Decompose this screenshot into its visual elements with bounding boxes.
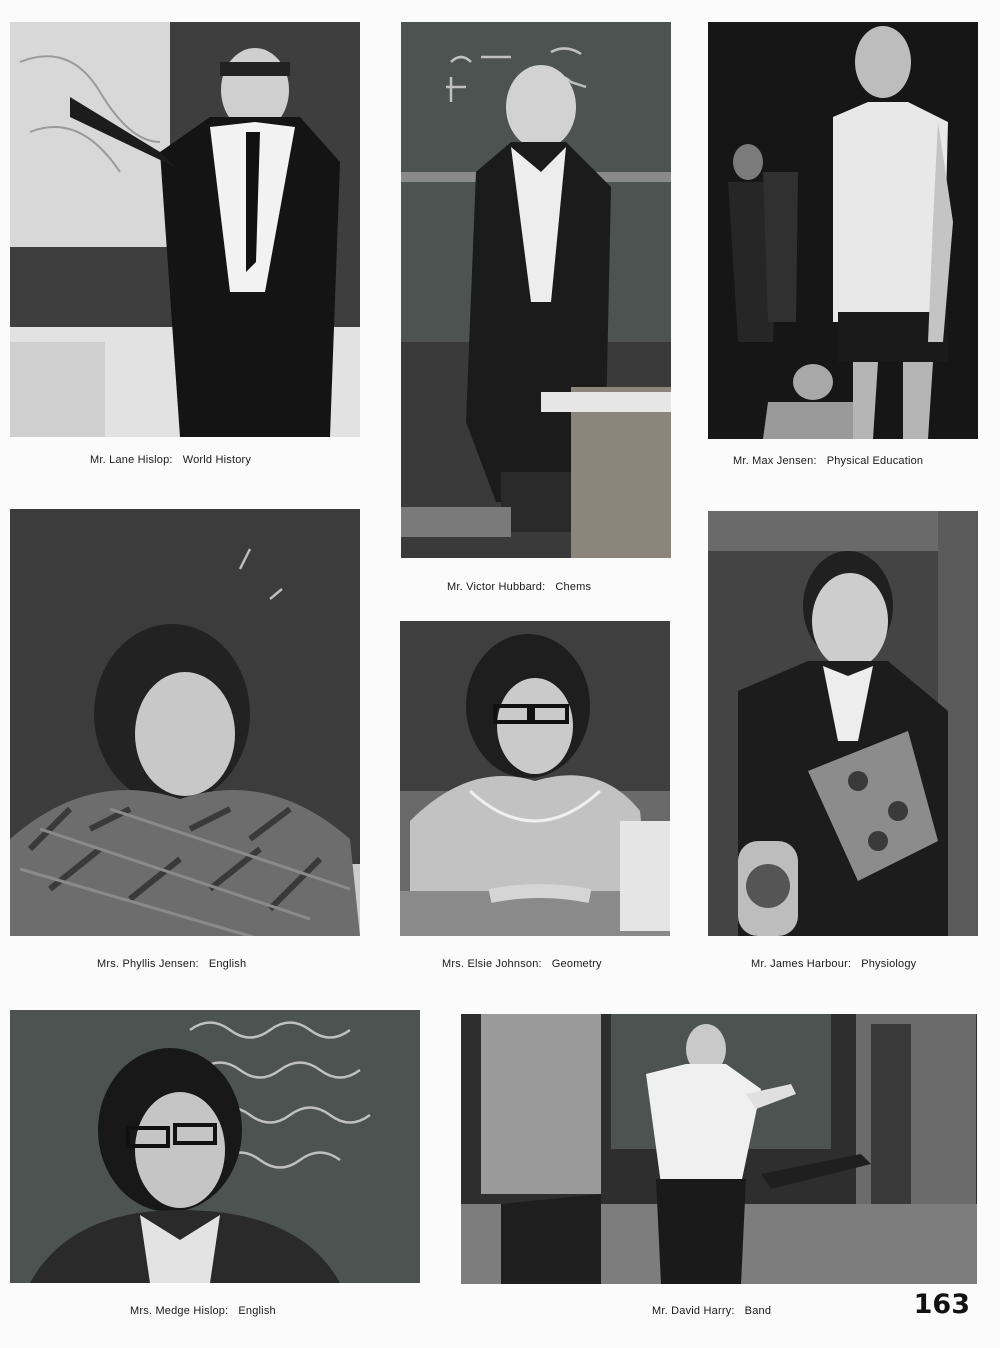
caption-elsie-johnson: [442, 958, 612, 970]
caption-subject: English: [238, 1305, 276, 1317]
caption-david-harry: [652, 1305, 781, 1317]
caption-victor-hubbard: [447, 581, 601, 593]
photo-max-jensen: [708, 22, 978, 439]
caption-name: Mrs. Elsie Johnson:: [442, 958, 542, 970]
photo-james-harbour: [708, 511, 978, 936]
caption-phyllis-jensen: [97, 958, 256, 970]
page-number: 163: [913, 1289, 970, 1320]
caption-subject: English: [208, 958, 247, 970]
caption-subject: Chems: [555, 581, 592, 593]
caption-subject: World History: [182, 454, 252, 466]
caption-james-harbour: [751, 958, 926, 970]
photo-david-harry: [461, 1014, 977, 1284]
caption-max-jensen: [733, 455, 933, 467]
caption-name: Mrs. Phyllis Jensen:: [97, 958, 199, 970]
caption-name: Mr. Victor Hubbard:: [447, 581, 546, 593]
caption-name: Mr. David Harry:: [652, 1305, 735, 1317]
photo-phyllis-jensen: [10, 509, 360, 936]
caption-subject: Band: [744, 1305, 772, 1317]
photo-victor-hubbard: [401, 22, 671, 558]
caption-lane-hislop: [90, 454, 261, 466]
photo-lane-hislop: [10, 22, 360, 437]
caption-medge-hislop: [130, 1305, 286, 1317]
caption-subject: Physical Education: [826, 455, 924, 467]
caption-name: Mr. James Harbour:: [751, 958, 852, 970]
caption-name: Mr. Max Jensen:: [733, 455, 817, 467]
caption-subject: Geometry: [551, 958, 602, 970]
photo-elsie-johnson: [400, 621, 670, 936]
caption-name: Mr. Lane Hislop:: [90, 454, 173, 466]
photo-medge-hislop: [10, 1010, 420, 1283]
caption-name: Mrs. Medge Hislop:: [130, 1305, 229, 1317]
caption-subject: Physiology: [861, 958, 917, 970]
